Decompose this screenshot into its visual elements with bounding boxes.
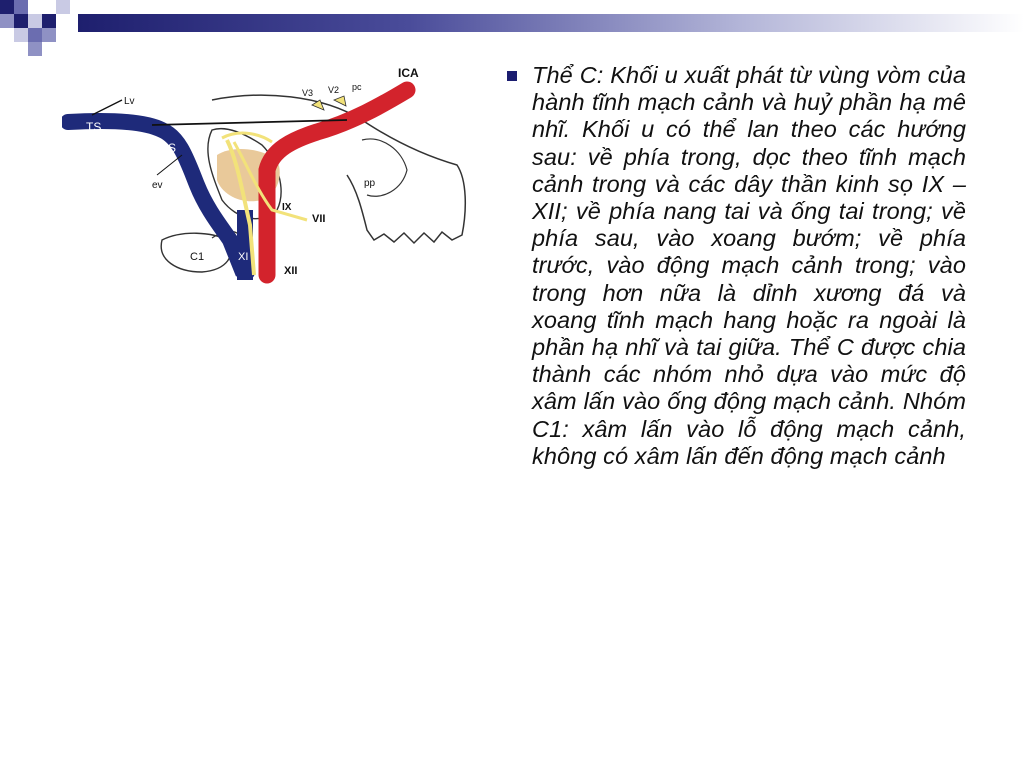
anatomy-svg — [62, 60, 492, 285]
label-v3: V3 — [302, 88, 314, 98]
label-v2: V2 — [328, 85, 340, 95]
label-xii: XII — [284, 265, 298, 277]
deco-square — [28, 42, 42, 56]
deco-square — [56, 0, 70, 14]
bullet-square-icon — [507, 71, 517, 81]
label-ev: ev — [152, 180, 163, 191]
bullet-list — [532, 62, 966, 470]
label-ss: SS — [160, 141, 177, 155]
label-vii: VII — [312, 213, 326, 225]
label-lv: Lv — [124, 96, 135, 107]
deco-square — [0, 14, 14, 28]
label-xi: XI — [238, 251, 249, 263]
deco-square — [28, 14, 42, 28]
label-ts: TS — [86, 120, 102, 134]
anatomy-diagram — [62, 60, 492, 285]
deco-square — [42, 28, 56, 42]
label-ix: IX — [282, 202, 292, 213]
deco-square — [42, 14, 56, 28]
deco-square — [14, 0, 28, 14]
deco-square — [28, 28, 42, 42]
label-ica: ICA — [398, 66, 419, 80]
internal-carotid-artery — [267, 90, 407, 275]
trigeminal-v2 — [334, 96, 346, 106]
header-gradient-bar — [78, 14, 1024, 32]
label-c1: C1 — [190, 251, 205, 263]
deco-square — [0, 0, 14, 14]
label-pc: pc — [352, 82, 362, 92]
label-pp: pp — [364, 178, 376, 189]
deco-square — [14, 28, 28, 42]
deco-square — [14, 14, 28, 28]
bullet-paragraph: Thể C: Khối u xuất phát từ vùng vòm của hành tĩnh mạch cảnh và huỷ phần hạ mê nhĩ. Khối u có thể lan theo các hướng sau: về phía trong, dọc theo tĩnh mạch cảnh trong và các dây thần kinh sọ IX – XII; về phía nang tai và ống tai trong; về phía sau, vào xoang bướm; về phía trước, vào động mạch cảnh trong; vào trong hơn nữa là dỉnh xương đá và xoang tĩnh mạch hang hoặc ra ngoài là phần hạ nhĩ và tai giữa. Thể C được chia thành các nhóm nhỏ dựa vào mức độ xâm lấn vào ống động mạch cảnh. Nhóm C1: xâm lấn vào lỗ động mạch cảnh, không có xâm lấn đến động mạch cảnh — [532, 62, 966, 469]
